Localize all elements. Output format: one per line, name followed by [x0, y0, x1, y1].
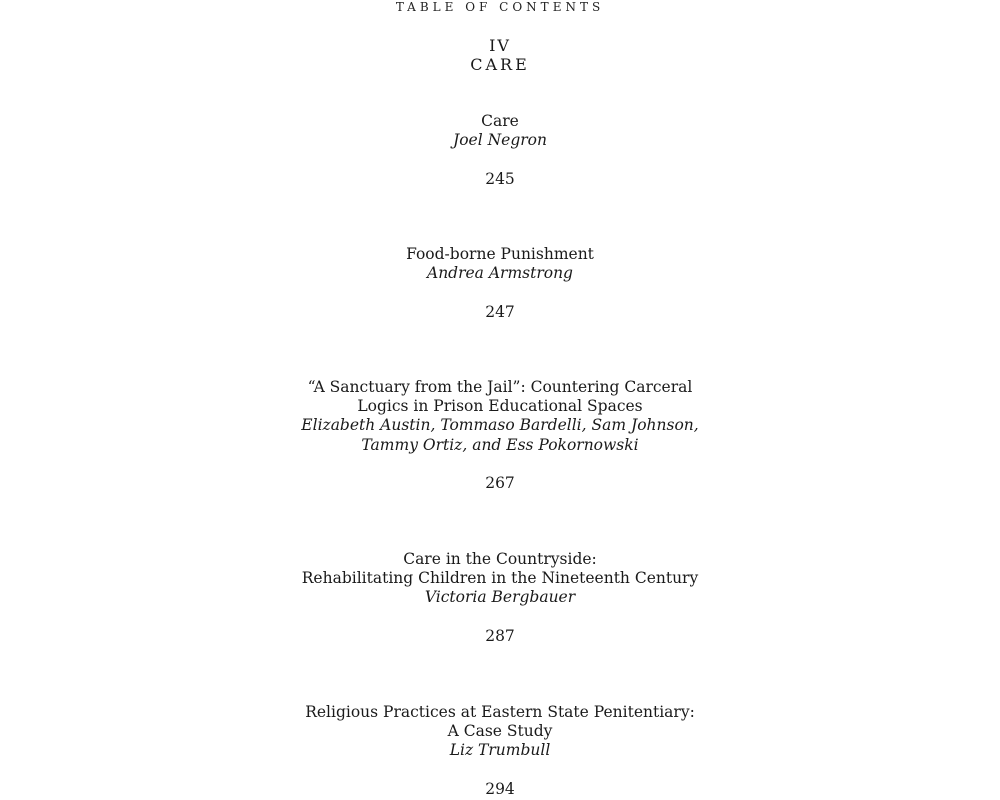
entry-title-line-1: Care in the Countryside: — [403, 550, 597, 568]
entry-title: Care — [481, 112, 519, 130]
toc-entry[interactable] — [0, 550, 1000, 646]
entry-page-number: 245 — [485, 169, 515, 188]
part-title: CARE — [470, 55, 530, 74]
entry-title-line-2: Rehabilitating Children in the Nineteenth Century — [301, 569, 699, 588]
entry-title-line-2: A Case Study — [447, 722, 553, 741]
toc-entry[interactable] — [0, 112, 1000, 189]
entry-title-line-1: “A Sanctuary from the Jail”: Countering Carceral — [307, 378, 693, 396]
entry-author-line-2: Tammy Ortiz, and Ess Pokornowski — [361, 435, 639, 454]
part-heading — [0, 36, 1000, 74]
entry-author: Joel Negron — [453, 131, 547, 150]
entry-author: Liz Trumbull — [449, 741, 551, 760]
entry-page-number: 294 — [485, 779, 515, 798]
toc-entry[interactable] — [0, 703, 1000, 799]
entry-title: Food-borne Punishment — [406, 245, 594, 263]
running-head: TABLE OF CONTENTS — [395, 0, 605, 14]
entry-title-line-2: Logics in Prison Educational Spaces — [357, 397, 643, 416]
entry-title-line-1: Religious Practices at Eastern State Penitentiary: — [305, 703, 695, 721]
entry-author: Victoria Bergbauer — [424, 588, 576, 607]
toc-entry[interactable] — [0, 378, 1000, 493]
entry-author-line-1: Elizabeth Austin, Tommaso Bardelli, Sam Johnson, — [301, 416, 699, 435]
toc-entry[interactable] — [0, 245, 1000, 322]
entry-page-number: 267 — [485, 474, 515, 492]
entry-author: Andrea Armstrong — [427, 264, 573, 283]
entry-page-number: 247 — [485, 302, 515, 321]
part-number: IV — [489, 36, 511, 55]
entry-page-number: 287 — [485, 626, 515, 645]
